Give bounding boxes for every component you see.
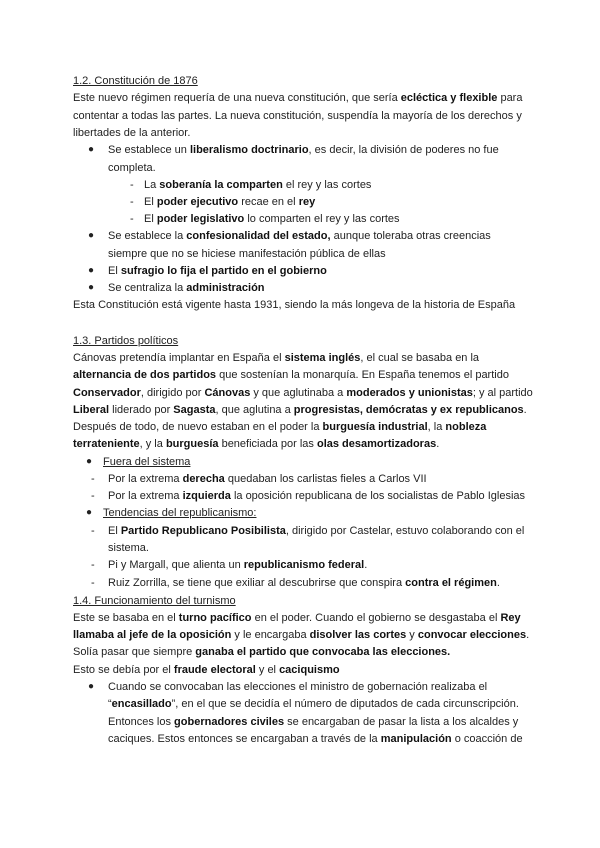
bullet-line <box>108 229 491 243</box>
dash-marker: - <box>91 525 95 537</box>
dash-marker: - <box>91 473 95 485</box>
bullet-line <box>108 715 518 729</box>
bullet-marker: ● <box>88 265 95 276</box>
bullet-line <box>108 697 519 711</box>
bold-text: alternancia de dos partidos <box>73 369 217 381</box>
bold-text: Partido Republicano Posibilista <box>120 525 286 537</box>
text-run: Se establece la <box>108 230 187 242</box>
paragraph-line <box>73 298 515 312</box>
bold-text: sufragio lo fija el partido en el gobierno <box>120 265 327 277</box>
paragraph-line <box>73 109 522 123</box>
subheading-fuera-del-sistema <box>103 455 190 469</box>
bold-text: poder ejecutivo <box>156 196 239 208</box>
text-run: ; y al partido <box>472 387 533 399</box>
bold-text: fraude electoral <box>173 664 256 676</box>
bold-text: progresistas, demócratas y ex republicanos <box>293 404 524 416</box>
bold-text: liberalismo doctrinario <box>189 144 309 156</box>
paragraph-line <box>73 91 522 105</box>
paragraph-line <box>73 403 527 417</box>
text-run: . <box>496 577 500 589</box>
paragraph-line <box>73 663 340 677</box>
text-run: lo comparten el rey y las cortes <box>244 213 400 225</box>
text-run: ”, en el que se decidía el número de diputados de cada circunscripción. <box>171 698 519 710</box>
text-run: completa. <box>108 162 156 174</box>
text-run: que sostenían la monarquía. En España tenemos el partido <box>216 369 509 381</box>
bold-text: terrateniente <box>73 438 140 450</box>
text-run: sistema. <box>108 542 149 554</box>
bold-text: confesionalidad del estado, <box>186 230 331 242</box>
sub-item-line <box>108 489 525 503</box>
heading-1-3 <box>73 334 178 348</box>
text-run: en el poder. Cuando el gobierno se desgastaba el <box>251 612 501 624</box>
bold-text: Rey <box>500 612 521 624</box>
bold-text: burguesía <box>165 438 219 450</box>
text-run: 1.2. Constitución de 1876 <box>73 75 198 87</box>
bullet-line <box>108 247 386 261</box>
text-run: El <box>108 525 121 537</box>
bold-text: contra el régimen <box>405 577 497 589</box>
sub-item-line <box>144 178 371 192</box>
text-run: liderado por <box>109 404 174 416</box>
text-run: Por la extrema <box>108 490 183 502</box>
text-run: se encargaban de pasar la lista a los alcaldes y <box>284 716 519 728</box>
text-run: contentar a todas las partes. La nueva constitución, suspendía la mayoría de los derechos y <box>73 110 522 122</box>
bold-text: izquierda <box>182 490 231 502</box>
text-run: libertades de la anterior. <box>73 127 191 139</box>
text-run: Esto se debía por el <box>73 664 174 676</box>
paragraph-line <box>73 351 479 365</box>
bold-text: llamaba al jefe de la oposición <box>73 629 232 641</box>
text-run: Cuando se convocaban las elecciones el ministro de gobernación realizaba el <box>108 681 488 693</box>
text-run: Ruiz Zorrilla, se tiene que exiliar al descubrirse que conspira <box>108 577 406 589</box>
text-run: o coacción de <box>451 733 523 745</box>
text-run: “ <box>108 698 112 710</box>
heading-1-2 <box>73 74 198 88</box>
bullet-marker: ● <box>86 456 93 467</box>
text-run: caciques. Estos entonces se encargaban a través de la <box>108 733 381 745</box>
paragraph-line <box>73 420 486 434</box>
bullet-marker: ● <box>86 507 93 518</box>
sub-item-line <box>144 212 400 226</box>
text-run: , dirigido por Castelar, estuvo colaborando con el <box>285 525 525 537</box>
text-run: , dirigido por <box>140 387 205 399</box>
bold-text: disolver las cortes <box>309 629 407 641</box>
bold-text: manipulación <box>380 733 452 745</box>
text-run: 1.4. Funcionamiento del turnismo <box>73 595 236 607</box>
bullet-line <box>108 680 487 694</box>
text-run: , que aglutina a <box>215 404 294 416</box>
text-run: Entonces los <box>108 716 175 728</box>
paragraph-line <box>73 628 529 642</box>
bold-text: turno pacífico <box>178 612 252 624</box>
text-run: . <box>364 559 368 571</box>
bold-text: olas desamortizadoras <box>316 438 437 450</box>
bold-text: Sagasta <box>173 404 216 416</box>
text-run: Tendencias del republicanismo: <box>103 507 257 519</box>
text-run: Fuera del sistema <box>103 456 191 468</box>
text-run: . <box>436 438 440 450</box>
bold-text: nobleza <box>445 421 487 433</box>
text-run: y <box>406 629 418 641</box>
text-run: Se centraliza la <box>108 282 187 294</box>
bold-text: republicanismo federal <box>243 559 365 571</box>
text-run: Este se basaba en el <box>73 612 179 624</box>
text-run: Esta Constitución está vigente hasta 1931, siendo la más longeva de la historia de España <box>73 299 516 311</box>
text-run: y que aglutinaba a <box>250 387 347 399</box>
text-run: Se establece un <box>108 144 190 156</box>
paragraph-line <box>73 611 521 625</box>
bullet-line <box>108 143 499 157</box>
bold-text: moderados y unionistas <box>346 387 473 399</box>
text-run: siempre que no se hiciese manifestación pública de ellas <box>108 248 386 260</box>
bold-text: burguesía industrial <box>322 421 428 433</box>
sub-item-line <box>108 558 367 572</box>
bold-text: Conservador <box>73 387 141 399</box>
text-run: beneficiada por las <box>218 438 317 450</box>
sub-item-line <box>108 541 149 555</box>
text-run: , la <box>427 421 446 433</box>
dash-marker: - <box>130 179 134 191</box>
text-run: para <box>497 92 523 104</box>
bold-text: administración <box>186 282 265 294</box>
text-run: aunque toleraba otras creencias <box>330 230 491 242</box>
paragraph-line <box>73 126 190 140</box>
sub-item-line <box>108 576 500 590</box>
bold-text: sistema inglés <box>284 352 361 364</box>
bold-text: gobernadores civiles <box>174 716 285 728</box>
text-run: El <box>144 196 157 208</box>
bullet-line <box>108 161 156 175</box>
text-run: La <box>144 179 160 191</box>
text-run: y el <box>255 664 280 676</box>
bold-text: Cánovas <box>204 387 251 399</box>
dash-marker: - <box>91 490 95 502</box>
paragraph-line <box>73 437 439 451</box>
dash-marker: - <box>91 559 95 571</box>
bullet-line <box>108 732 523 746</box>
dash-marker: - <box>130 196 134 208</box>
bullet-line <box>108 281 265 295</box>
sub-item-line <box>108 524 524 538</box>
bullet-marker: ● <box>88 681 95 692</box>
text-run: Por la extrema <box>108 473 183 485</box>
bold-text: derecha <box>182 473 225 485</box>
text-run: El <box>144 213 157 225</box>
bold-text: encasillado <box>111 698 172 710</box>
text-run: quedaban los carlistas fieles a Carlos VII <box>224 473 427 485</box>
sub-item-line <box>144 195 315 209</box>
text-run: recae en el <box>238 196 299 208</box>
text-run: el rey y las cortes <box>282 179 372 191</box>
bold-text: soberanía la comparten <box>159 179 283 191</box>
bullet-marker: ● <box>88 230 95 241</box>
bold-text: ecléctica y flexible <box>400 92 498 104</box>
bold-text: poder legislativo <box>156 213 245 225</box>
bold-text: convocar elecciones <box>417 629 527 641</box>
bold-text: caciquismo <box>279 664 340 676</box>
heading-1-4 <box>73 594 236 608</box>
text-run: Este nuevo régimen requería de una nueva constitución, que sería <box>73 92 401 104</box>
text-run: , y la <box>139 438 166 450</box>
dash-marker: - <box>130 213 134 225</box>
paragraph-line <box>73 386 533 400</box>
subheading-tendencias-republicanismo <box>103 506 256 520</box>
bullet-marker: ● <box>88 144 95 155</box>
bold-text: Liberal <box>73 404 110 416</box>
text-run: Pi y Margall, que alienta un <box>108 559 244 571</box>
text-run: y le encargaba <box>231 629 310 641</box>
bold-text: rey <box>298 196 316 208</box>
text-run: , el cual se basaba en la <box>360 352 480 364</box>
dash-marker: - <box>91 577 95 589</box>
text-run: . <box>526 629 530 641</box>
text-run: El <box>108 265 121 277</box>
text-run: Después de todo, de nuevo estaban en el poder la <box>73 421 323 433</box>
bullet-marker: ● <box>88 282 95 293</box>
sub-item-line <box>108 472 427 486</box>
paragraph-line <box>73 645 450 659</box>
text-run: la oposición republicana de los socialistas de Pablo Iglesias <box>230 490 526 502</box>
paragraph-line <box>73 368 509 382</box>
bold-text: ganaba el partido que convocaba las elecciones. <box>195 646 451 658</box>
bullet-line <box>108 264 327 278</box>
text-run: Solía pasar que siempre <box>73 646 196 658</box>
text-run: . <box>523 404 527 416</box>
text-run: 1.3. Partidos políticos <box>73 335 179 347</box>
text-run: , es decir, la división de poderes no fue <box>308 144 499 156</box>
text-run: Cánovas pretendía implantar en España el <box>73 352 285 364</box>
